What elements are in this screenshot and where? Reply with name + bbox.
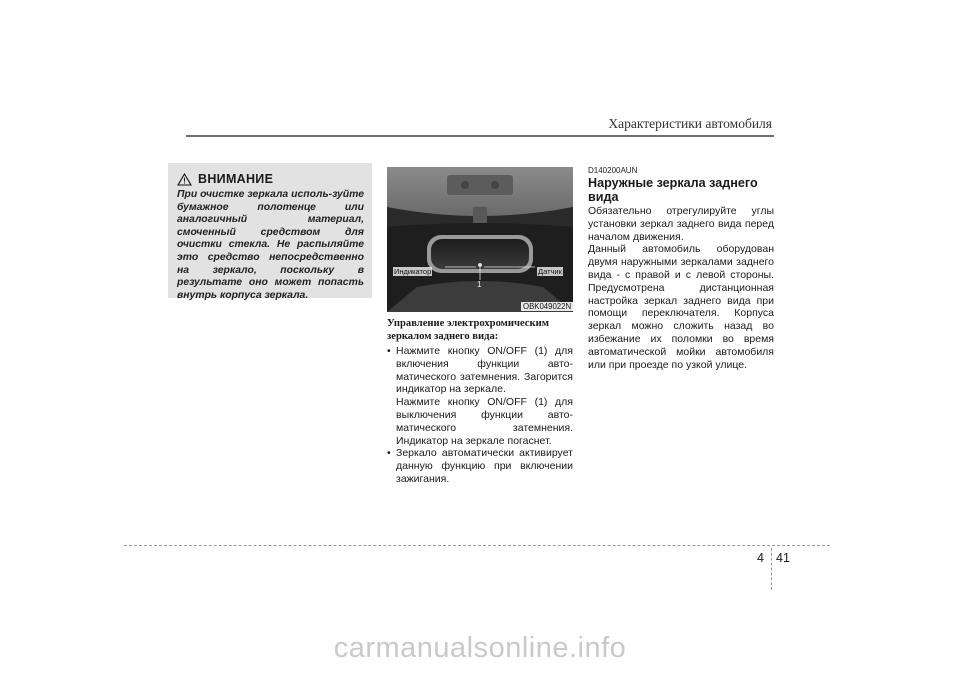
caution-title: ВНИМАНИЕ	[198, 172, 274, 186]
list-item-text: Нажмите кнопку ON/OFF (1) для включения функции авто-матического затемнения. Загорится индикатор на зеркале.	[396, 345, 573, 396]
section-title: Наружные зеркала заднего вида	[588, 176, 758, 204]
list-item: • Нажмите кнопку ON/OFF (1) для включения функции авто-матического затемнения. Загорится индикатор на зеркале.	[387, 345, 573, 396]
mirror-control-list	[387, 345, 573, 486]
warning-triangle-icon	[177, 173, 192, 186]
indicator-label: Индикатор	[394, 267, 432, 276]
footer-rule	[124, 545, 830, 546]
caution-text: При очистке зеркала исполь-зуйте бумажное полотенце или аналогичный материал, смоченный средством для очистки стекла. Не распыляйте это средство непосредственно на зеркало, поскольку в результате оно может попасть внутрь корпуса зеркала.	[177, 189, 364, 301]
rearview-mirror-photo	[387, 167, 573, 312]
section-body	[588, 205, 774, 371]
page-number-separator	[771, 548, 772, 590]
caution-box	[168, 163, 372, 301]
page-header-title: Характеристики автомобиля	[608, 116, 772, 131]
paragraph: Обязательно отрегулируйте углы установки зеркал заднего вида перед началом движения.	[588, 205, 774, 243]
watermark: carmanualsonline.info	[333, 632, 627, 664]
section-code: D140200AUN	[588, 166, 638, 175]
page-number: 41	[776, 551, 790, 565]
caution-heading	[177, 172, 364, 186]
figure-code: OBK049022N	[523, 302, 572, 311]
callout-number: 1	[477, 280, 482, 289]
sensor-label: Датчик	[538, 267, 562, 276]
list-item-continuation: Нажмите кнопку ON/OFF (1) для выключения функции авто-матического затемнения. Индикатор на зеркале погаснет.	[396, 396, 573, 447]
paragraph: Данный автомобиль оборудован двумя наружными зеркалами заднего вида - с правой и с левой стороны. Предусмотрена дистанционная настройка зеркал заднего вида при помощи переключателя. Корпуса зеркал можно сложить назад во избежание их поломки во время автоматической мойки автомобиля или при проезде по узкой улице.	[588, 243, 774, 371]
chapter-number: 4	[757, 551, 764, 565]
list-item: • Зеркало автоматически активирует данную функцию при включении зажигания.	[387, 447, 573, 485]
mirror-control-subheading: Управление электрохромическим зеркалом заднего вида:	[387, 318, 549, 342]
list-item-text: Зеркало автоматически активирует данную функцию при включении зажигания.	[396, 447, 573, 485]
header-rule	[186, 135, 774, 137]
